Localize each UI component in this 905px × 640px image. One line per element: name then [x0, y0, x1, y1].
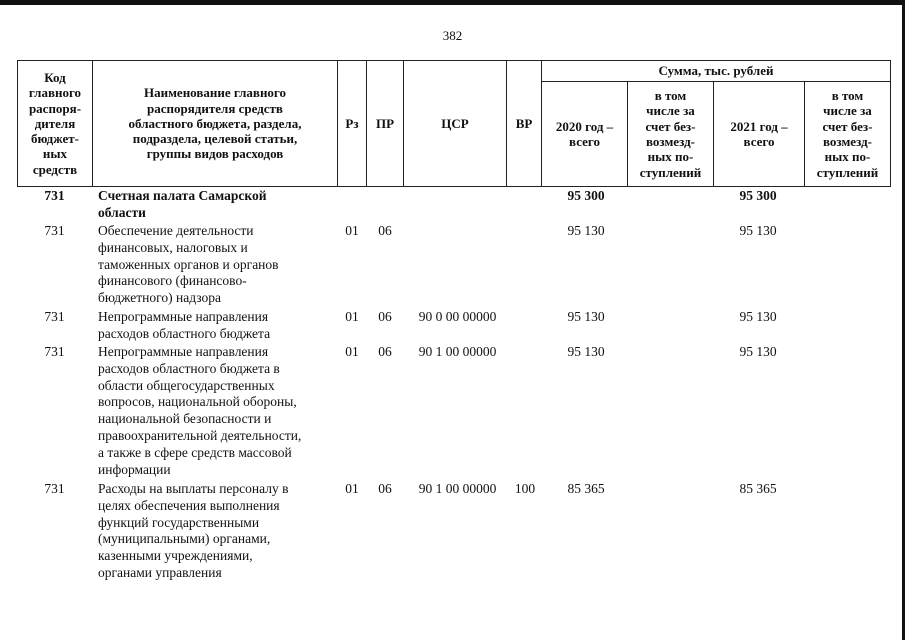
header-2020-total: 2020 год – всего	[555, 118, 614, 149]
header-border-right	[890, 60, 891, 187]
cell-code: 731	[44, 223, 65, 238]
cell-code: 731	[44, 188, 65, 203]
cell-csr: 90 1 00 00000	[418, 481, 497, 496]
cell-sum-2021: 95 130	[739, 309, 777, 324]
cell-rz: 01	[345, 309, 359, 324]
cell-sum-2020: 85 365	[567, 481, 605, 496]
scan-top-border	[0, 0, 905, 5]
cell-name: Непрограммные направления расходов областного бюджета	[98, 309, 271, 341]
cell-pr: 06	[378, 344, 392, 359]
header-2021-total: 2021 год – всего	[730, 118, 788, 149]
cell-name: Обеспечение деятельности финансовых, налоговых и таможенных органов и органов финансового (финансово- бюджетного) надзора	[98, 223, 279, 306]
cell-sum-2021: 95 300	[739, 188, 777, 203]
header-rz: Рз	[345, 115, 359, 131]
cell-sum-2021: 95 130	[739, 223, 777, 238]
header-name: Наименование главного распорядителя средств областного бюджета, раздела, подраздела, целевой статьи, группы видов расходов	[128, 85, 302, 162]
header-2020-incl: в том числе за счет без- возмезд- ных по- ступлений	[639, 88, 702, 180]
cell-sum-2021: 95 130	[739, 344, 777, 359]
cell-rz: 01	[345, 223, 359, 238]
header-vr: ВР	[515, 115, 533, 131]
cell-pr: 06	[378, 481, 392, 496]
cell-sum-2021: 85 365	[739, 481, 777, 496]
header-2021-incl: в том числе за счет без- возмезд- ных по- ступлений	[816, 88, 879, 180]
cell-code: 731	[44, 309, 65, 324]
cell-sum-2020: 95 130	[567, 223, 605, 238]
cell-rz: 01	[345, 344, 359, 359]
cell-vr: 100	[514, 481, 536, 496]
cell-code: 731	[44, 344, 65, 359]
header-pr: ПР	[375, 115, 395, 131]
header-code: Код главного распоря- дителя бюджет- ных средств	[28, 69, 82, 177]
cell-code: 731	[44, 481, 65, 496]
cell-name: Непрограммные направления расходов областного бюджета в области общегосударственных вопросов, национальной обороны, национальной безопасности и правоохранительной деятельности, а также в сфере средств массовой информации	[98, 344, 302, 477]
cell-pr: 06	[378, 309, 392, 324]
cell-sum-2020: 95 130	[567, 344, 605, 359]
cell-csr: 90 0 00 00000	[418, 309, 497, 324]
page-number: 382	[442, 28, 463, 43]
cell-name: Счетная палата Самарской области	[98, 188, 267, 220]
cell-csr: 90 1 00 00000	[418, 344, 497, 359]
cell-rz: 01	[345, 481, 359, 496]
cell-sum-2020: 95 300	[567, 188, 605, 203]
header-bottom-line	[17, 186, 891, 187]
header-sum: Сумма, тыс. рублей	[658, 63, 774, 79]
cell-sum-2020: 95 130	[567, 309, 605, 324]
table-header	[17, 60, 891, 187]
header-csr: ЦСР	[441, 115, 469, 131]
cell-name: Расходы на выплаты персоналу в целях обеспечения выполнения функций государственными (муниципальными) органами, казенными учреждениями, органами управления	[98, 481, 289, 580]
cell-pr: 06	[378, 223, 392, 238]
